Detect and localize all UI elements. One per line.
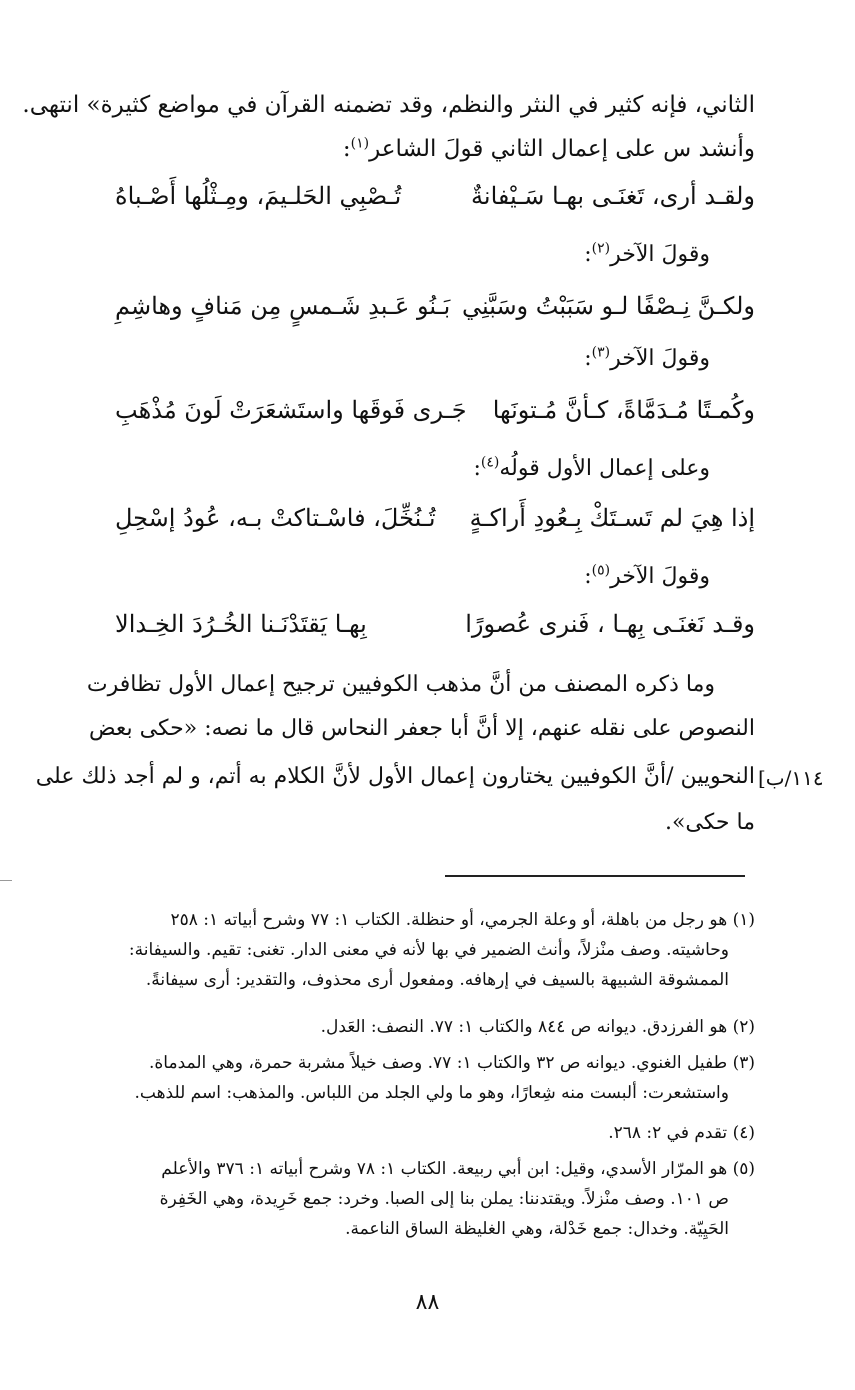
verse-4-second-hemistich: تُـنُخِّلَ، فاسْـتاكتْ بـه، عُودُ إسْحِلِ	[115, 504, 436, 532]
verse-5-intro-colon: :	[584, 564, 592, 589]
verse-3-intro	[70, 342, 710, 376]
verse-1-second-hemistich: تُـصْبِي الحَلـيمَ، ومِـثْلُها أَصْـباهُ	[115, 182, 402, 210]
verse-2-intro	[70, 238, 710, 272]
verse-3-second-hemistich: جَـرى فَوقَها واستَشعَرَتْ لَونَ مُذْهَبِ	[115, 396, 467, 424]
verse-3-first-hemistich: وكُمـتًا مُـدَمَّاةً، كـأنَّ مُـتونَها	[492, 396, 755, 424]
manuscript-folio-marker: ١١٤/ب]	[758, 766, 824, 790]
footnote-5-text-1: هو المرّار الأسدي، وقيل: ابن أبي ربيعة. الكتاب ١: ٧٨ وشرح أبياته ١: ٣٧٦ والأعلم	[161, 1159, 728, 1179]
paragraph-line-1: وما ذكره المصنف من أنَّ مذهب الكوفيين ترجيح إعمال الأول تظافرت	[86, 672, 715, 697]
footnote-ref-4: (٤)	[480, 454, 500, 471]
footnote-5-line-3: الحَيِيّة. وخدال: جمع خَدْلة، وهي الغليظة الساق الناعمة.	[345, 1219, 729, 1239]
verse-4-intro	[70, 452, 710, 486]
verse-3-intro-colon: :	[584, 346, 592, 371]
verse-5-intro	[70, 560, 710, 594]
footnote-ref-5: (٥)	[591, 562, 611, 579]
verse-4-intro-text: وعلى إعمال الأول قولُه	[499, 456, 710, 481]
edge-mark	[0, 880, 12, 881]
footnote-3-number: (٣)	[732, 1053, 755, 1073]
verse-4-intro-colon: :	[473, 456, 481, 481]
verse1-intro-colon: :	[342, 136, 351, 162]
footnote-separator	[445, 875, 745, 877]
verse-3	[115, 390, 755, 430]
verse-5-second-hemistich: بِهـا يَقتَدْنَـنا الخُـرُدَ الخِـدالا	[115, 610, 367, 638]
verse-5	[115, 604, 755, 644]
verse-3-intro-text: وقولَ الآخر	[610, 346, 710, 371]
verse-2-second-hemistich: بَـنُو عَـبدِ شَـمسٍ مِن مَنافٍ وهاشِمِ	[115, 292, 451, 320]
footnote-1-line-3: الممشوقة الشبيهة بالسيف في إرهافه. ومفعول أرى محذوف، والتقدير: أرى سيفانةً.	[145, 970, 729, 990]
footnote-5-line-2: ص ١٠١. وصف منْزلاً. ويقتدننا: يملن بنا إلى الصبا. وخرد: جمع خَرِيدة، وهي الخَفِرة	[159, 1189, 729, 1209]
footnote-ref-2: (٢)	[591, 240, 611, 257]
footnote-2-text-1: هو الفرزدق. ديوانه ص ٨٤٤ والكتاب ١: ٧٧. النصف: العَدل.	[320, 1017, 728, 1037]
footnote-1-line-2: وحاشيته. وصف منْزلاً، وأنث الضمير في بها لأنه في معنى الدار. تغنى: تقيم. والسيفانة:	[128, 940, 729, 960]
verse-2	[115, 286, 755, 326]
verse-5-intro-text: وقولَ الآخر	[610, 564, 710, 589]
footnote-2-number: (٢)	[732, 1017, 755, 1037]
paragraph-line-3: النحويين /أنَّ الكوفيين يختارون إعمال الأول لأنَّ الكلام به أتم، و لم أجد ذلك على	[35, 764, 755, 789]
verse-1-first-hemistich: ولقـد أرى، تَغنَـى بهـا سَـيْفانةٌ	[471, 182, 755, 210]
verse-4-first-hemistich: إذا هِيَ لم تَسـتَكْ بِـعُودِ أَراكـةٍ	[469, 504, 755, 532]
verse-4	[115, 498, 755, 538]
footnote-3-text-1: طفيل الغنوي. ديوانه ص ٣٢ والكتاب ١: ٧٧. وصف خيلاً مشربة حمرة، وهي المدماة.	[148, 1053, 728, 1073]
verse1-intro: وأنشد س على إعمال الثاني قولَ الشاعر	[369, 136, 755, 162]
page-number: ٨٨	[415, 1290, 440, 1315]
body-line-1: الثاني، فإنه كثير في النثر والنظم، وقد تضمنه القرآن في مواضع كثيرة» انتهى.	[22, 92, 755, 118]
verse-1	[115, 176, 755, 216]
verse-5-first-hemistich: وقـد نَغنَـى بِهـا ، فَنرى عُصورًا	[465, 610, 755, 638]
body-line-2	[115, 132, 755, 166]
footnote-ref-3: (٣)	[591, 344, 611, 361]
verse-2-first-hemistich: ولكـنَّ نِـصْفًا لـو سَبَبْتُ وسَبَّنِي	[461, 292, 755, 320]
footnote-5-number: (٥)	[732, 1159, 755, 1179]
footnote-ref-1: (١)	[350, 135, 370, 152]
footnote-3-line-2: واستشعرت: ألبست منه شِعارًا، وهو ما ولي الجلد من اللباس. والمذهب: اسم للذهب.	[134, 1083, 729, 1103]
footnote-1-number: (١)	[732, 910, 755, 930]
footnote-4-text-1: تقدم في ٢: ٢٦٨.	[608, 1123, 728, 1143]
paragraph-line-4: ما حكى».	[664, 810, 755, 835]
verse-2-intro-text: وقولَ الآخر	[610, 242, 710, 267]
footnote-4-number: (٤)	[732, 1123, 755, 1143]
paragraph-line-2: النصوص على نقله عنهم، إلا أنَّ أبا جعفر النحاس قال ما نصه: «حكى بعض	[88, 716, 755, 741]
footnote-1-text-1: هو رجل من باهلة، أو وعلة الجرمي، أو حنظلة. الكتاب ١: ٧٧ وشرح أبياته ١: ٢٥٨	[170, 910, 728, 930]
verse-2-intro-colon: :	[584, 242, 592, 267]
